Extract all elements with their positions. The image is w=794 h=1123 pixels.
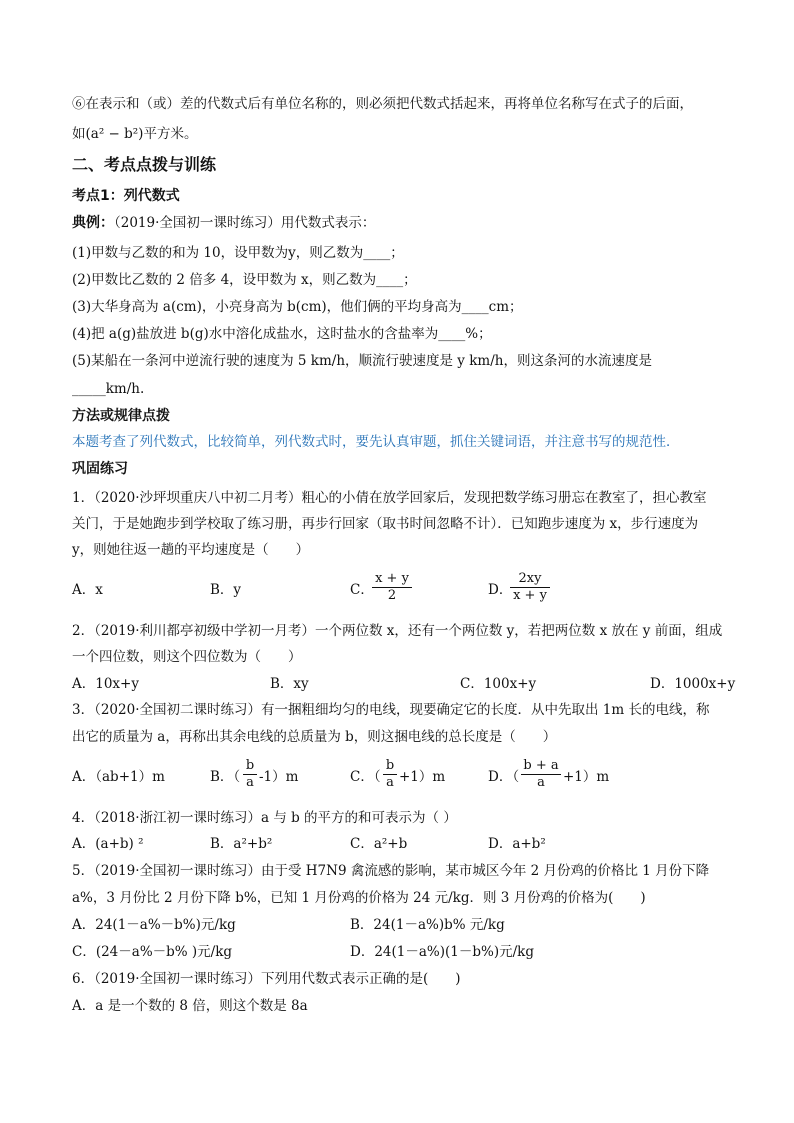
q1-line-3: y，则她往返一趟的平均速度是（ ）	[72, 542, 310, 558]
q3-option-c-prefix: C．（	[350, 769, 381, 785]
q1-option-d-numerator: 2xy	[518, 571, 542, 586]
q5-option-a: A．24(1－a%－b%)元/kg	[72, 917, 236, 933]
q1-option-d-denominator: x + y	[513, 588, 547, 603]
point-title: 考点1：列代数式	[72, 188, 180, 204]
q2-option-b: B．xy	[270, 676, 309, 692]
q5-option-b: B．24(1－a%)b% 元/kg	[350, 917, 505, 933]
example-label: 典例：	[72, 215, 114, 231]
q1-option-d-fraction	[510, 571, 550, 604]
example-item-1: (1)甲数与乙数的和为 10，设甲数为y，则乙数为____；	[72, 245, 404, 261]
q2-option-c: C．100x+y	[460, 676, 537, 692]
q1-option-a: A．x	[72, 582, 103, 598]
q3-option-c-suffix: +1）m	[399, 769, 446, 785]
q3-option-c-numerator: b	[385, 758, 395, 773]
q1-option-c-denominator: 2	[387, 588, 397, 603]
method-title: 方法或规律点拨	[72, 408, 170, 424]
q3-option-d-denominator: a	[537, 775, 545, 790]
q1-option-b: B．y	[210, 582, 242, 598]
note-line-1: ⑥在表示和（或）差的代数式后有单位名称的，则必须把代数式括起来，再将单位名称写在式子的后面，	[72, 96, 693, 112]
q1-line-1: 1．（2020·沙坪坝重庆八中初二月考）粗心的小倩在放学回家后，发现把数学练习册忘在教室了，担心教室	[72, 490, 707, 506]
example-item-4: (4)把 a(g)盐放进 b(g)水中溶化成盐水，这时盐水的含盐率为____%；	[72, 326, 492, 342]
q2-option-d: D．1000x+y	[650, 676, 736, 692]
q3-line-2: 出它的质量为 a，再称出其余电线的总质量为 b，则这捆电线的总长度是（ ）	[72, 729, 557, 745]
q2-line-1: 2．（2019·利川都亭初级中学初一月考）一个两位数 x，还有一个两位数 y，若把两位数 x 放在 y 前面，组成	[72, 623, 723, 639]
q2-option-a: A．10x+y	[72, 676, 139, 692]
section-title: 二、考点点拨与训练	[72, 155, 217, 174]
q4-option-b: B．a²+b²	[210, 836, 273, 852]
example-item-3: (3)大华身高为 a(cm)，小亮身高为 b(cm)，他们俩的平均身高为____cm；	[72, 299, 523, 315]
q5-option-d: D．24(1－a%)(1－b%)元/kg	[350, 944, 534, 960]
example-item-2: (2)甲数比乙数的 2 倍多 4，设甲数为 x，则乙数为____；	[72, 272, 417, 288]
practice-title: 巩固练习	[72, 461, 128, 477]
q2-line-2: 一个四位数，则这个四位数为（ ）	[72, 649, 302, 665]
q1-line-2: 关门，于是她跑步到学校取了练习册，再步行回家（取书时间忽略不计）．已知跑步速度为 x，步行速度为	[72, 516, 699, 532]
q4-line-1: 4．（2018·浙江初一课时练习）a 与 b 的平方的和可表示为（ ）	[72, 810, 457, 826]
example-line	[72, 213, 375, 233]
q3-line-1: 3．（2020·全国初二课时练习）有一捆粗细均匀的电线，现要确定它的长度．从中先取出 1m 长的电线，称	[72, 702, 710, 718]
example-item-5-cont: _____km/h.	[72, 381, 145, 397]
q1-option-d-label: D．	[488, 582, 513, 598]
q3-option-a: A．（ab+1）m	[72, 769, 165, 785]
q1-option-c-fraction	[372, 571, 412, 604]
method-text: 本题考查了列代数式，比较简单，列代数式时，要先认真审题，抓住关键词语，并注意书写的规范性．	[72, 434, 680, 450]
q3-option-b-suffix: -1）m	[259, 769, 299, 785]
note-line-2: 如(a² − b²)平方米。	[72, 126, 198, 142]
q3-option-c-fraction	[383, 758, 397, 791]
q4-option-a: A．(a+b) ²	[72, 836, 144, 852]
q5-line-2: a%，3 月份比 2 月份下降 b%，已知 1 月份鸡的价格为 24 元/kg．则 3 月份鸡的价格为( )	[72, 890, 646, 906]
q5-line-1: 5．（2019·全国初一课时练习）由于受 H7N9 禽流感的影响，某市城区今年 2 月份鸡的价格比 1 月份下降	[72, 863, 710, 879]
q5-option-c: C．(24－a%－b% )元/kg	[72, 944, 233, 960]
q3-option-d-fraction	[521, 758, 561, 791]
q3-option-b-numerator: b	[245, 758, 255, 773]
q1-option-c-numerator: x + y	[375, 571, 409, 586]
q3-option-d-suffix: +1）m	[563, 769, 610, 785]
q3-option-c-denominator: a	[386, 775, 394, 790]
q3-option-d-numerator: b + a	[523, 758, 559, 773]
q1-option-c-label: C．	[350, 582, 374, 598]
example-stem: （2019·全国初一课时练习）用代数式表示：	[114, 215, 376, 231]
q4-option-d: D．a+b²	[488, 836, 546, 852]
q3-option-d-prefix: D．（	[488, 769, 520, 785]
q3-option-b-denominator: a	[246, 775, 254, 790]
q3-option-b-fraction	[243, 758, 257, 791]
q6-option-a: A．a 是一个数的 8 倍，则这个数是 8a	[72, 998, 308, 1014]
q3-option-b-prefix: B．（	[210, 769, 241, 785]
example-item-5: (5)某船在一条河中逆流行驶的速度为 5 km/h，顺流行驶速度是 y km/h，则这条河的水流速度是	[72, 353, 652, 369]
q6-line-1: 6．（2019·全国初一课时练习）下列用代数式表示正确的是( )	[72, 971, 461, 987]
q4-option-c: C．a²+b	[350, 836, 408, 852]
